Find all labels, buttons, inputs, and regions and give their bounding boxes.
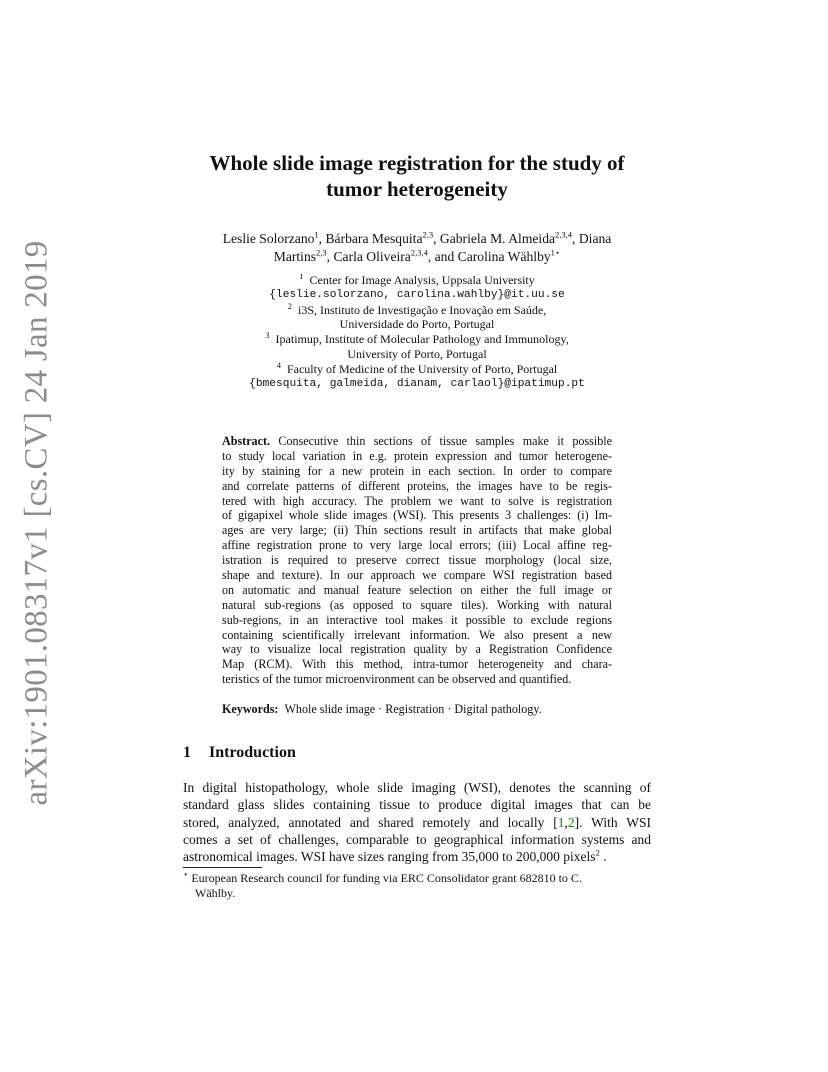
abstract-line: sub-regions, in an interactive tool makes it possible to exclude regions [222,612,612,627]
abstract-line: Map (RCM). With this method, intra-tumor heterogeneity and chara- [222,657,612,672]
section-heading [183,744,296,762]
affiliation-text: Ipatimup, Institute of Molecular Pathology and Immunology, [275,332,569,347]
footnote-ref: 2 [595,847,600,858]
keywords-label: Keywords: [222,702,279,716]
intro-line: comes a set of challenges, comparable to geographical information systems and [183,831,651,847]
intro-line: standard glass slides containing tissue to produce digital images that can be [183,797,651,813]
affiliation-text: Center for Image Analysis, Uppsala University [309,273,535,287]
title-line-2: tumor heterogeneity [326,177,508,201]
footnote-text: European Research council for funding via ERC Consolidator grant 682810 to C. [191,871,582,885]
abstract-line: istration is required to preserve correct tissue morphology (local size, [222,553,612,568]
abstract-line: way to visualize local registration quality by a Registration Confidence [222,642,612,657]
author-name: , Diana [572,231,612,246]
arxiv-stamp-text: arXiv:1901.08317v1 [cs.CV] 24 Jan 2019 [18,240,55,806]
author-name: , Bárbara Mesquita [318,231,423,246]
author-affiliation-mark: 2,3,4 [555,229,573,240]
intro-text: . [599,849,607,865]
affiliation-line: University of Porto, Portugal [347,346,487,361]
author-line-1 [150,230,684,248]
affiliation-number: 1 [299,271,304,281]
intro-text: stored, analyzed, annotated and shared remotely and locally [ [183,814,558,830]
abstract-line: and correlate patterns of different proteins, the images have to be regis- [222,478,612,493]
section-title: Introduction [209,744,296,761]
keywords [222,702,612,717]
affiliation-line [150,332,684,347]
abstract-line: teristics of the tumor microenvironment can be observed and quantified. [222,672,572,687]
footnote-divider [183,867,262,868]
citation-link[interactable]: 1 [557,814,565,830]
abstract-line: tered with high accuracy. The problem we want to solve is registration [222,493,612,508]
affiliation-number: 3 [265,330,270,341]
affiliation-text: i3S, Instituto de Investigação e Inovação em Saúde, [297,302,547,317]
affiliation-line [150,273,684,288]
author-affiliation-mark: 2,3 [316,247,327,258]
citation-separator: , [564,814,568,830]
author-name: , and Carolina Wählby [427,249,551,264]
abstract-line: affine registration prone to very large local errors; (iii) Local affine reg- [222,538,612,553]
abstract-line-text: Consecutive thin sections of tissue samples make it possible [278,434,612,448]
author-name: , Gabriela M. Almeida [433,231,556,246]
footnote-mark: ⋆ [183,869,189,879]
footnote [183,871,651,900]
email-line: {bmesquita, galmeida, dianam, carlaol}@ipatimup.pt [249,377,585,390]
intro-line [183,814,651,831]
author-name: , Carla Oliveira [326,249,411,264]
author-affiliation-mark: 2,3 [422,229,434,240]
author-line-2 [150,248,684,266]
abstract-line: of gigapixel whole slide images (WSI). This presents 3 challenges: (i) Im- [222,508,612,523]
abstract-line: natural sub-regions (as opposed to square tiles). Working with natural [222,597,612,612]
citation-link[interactable]: 2 [567,814,575,830]
abstract-line: ages are very large; (ii) Thin sections result in artifacts that make global [222,523,612,538]
abstract-line: on automatic and manual feature selection on either the full image or [222,582,612,597]
keywords-text: Whole slide image · Registration · Digital pathology. [284,702,542,716]
author-name: Martins [273,249,317,264]
author-affiliation-mark: 1 [314,229,319,240]
title-line-1: Whole slide image registration for the study of [209,151,625,175]
introduction-paragraph [183,779,651,865]
abstract-line: to study local variation in e.g. protein expression and tumor heterogene- [222,448,612,463]
intro-text: astronomical images. WSI have sizes ranging from 35,000 to 200,000 pixels [183,849,596,865]
affiliation-text: Faculty of Medicine of the University of Porto, Portugal [286,361,558,376]
footnote-line: Wählby. [195,885,236,900]
author-name: Leslie Solorzano [222,231,315,246]
affiliation-line: Universidade do Porto, Portugal [339,317,495,332]
author-affiliation-mark: 1⋆ [550,247,561,258]
affiliation-line [150,359,684,377]
abstract-label: Abstract. [222,434,271,448]
arxiv-stamp [12,240,62,806]
abstract [222,434,612,687]
abstract-line: ity by staining for a new protein in each section. In order to compare [222,463,612,478]
intro-text: ]. With WSI [574,814,651,830]
intro-line [183,848,651,865]
author-affiliation-mark: 2,3,4 [410,247,428,258]
section-number: 1 [183,744,191,761]
abstract-line: shape and texture). In our approach we compare WSI registration based [222,568,612,583]
abstract-line: containing scientifically irrelevant information. We also present a new [222,627,612,642]
affiliation-line [150,300,684,318]
footnote-line [183,871,651,886]
intro-line: In digital histopathology, whole slide imaging (WSI), denotes the scanning of [183,780,651,795]
email-line: {leslie.solorzano, carolina.wahlby}@it.uu.se [269,288,565,301]
abstract-line [222,434,612,449]
author-list [150,230,684,266]
affiliation-list [150,273,684,391]
paper-title [150,150,684,202]
affiliation-number: 2 [287,300,292,311]
affiliation-number: 4 [276,359,281,370]
